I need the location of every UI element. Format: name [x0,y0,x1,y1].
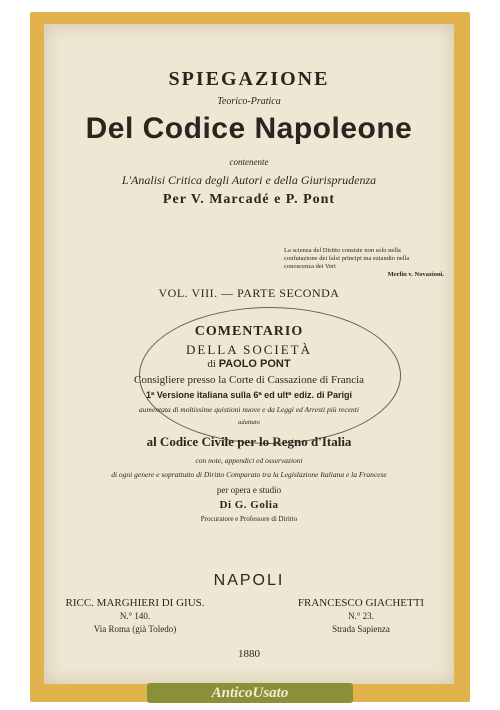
adattato-line: adattato [238,419,260,426]
paolo-pont-name: PAOLO PONT [218,358,291,370]
aumentata-line: aumentata di moltissime quistioni nuove e da Leggi ed Arresti più recenti [139,405,359,414]
watermark-logo: AnticoUsato [147,683,353,703]
volume-line: VOL. VIII. — PARTE SECONDA [158,286,340,300]
publisher-right-number: N.° 23. [348,611,374,621]
commentario-heading: COMENTARIO [194,324,304,339]
publisher-right-name: FRANCESCO GIACHETTI [297,597,425,609]
versione-line: 1ª Versione italiana sulla 6ª ed ultª ediz. di Parigi [145,390,353,400]
codice-civile-line: al Codice Civile per lo Regno d'Italia [146,434,352,449]
epigraph [284,247,444,279]
publisher-left-number: N.° 140. [119,611,151,621]
note-line: con note, appendici ed osservazioni [195,456,303,465]
epigraph-line: confutazione dei falsi principi ma eziandio nella [284,255,410,262]
societa-line: DELLA SOCIETÀ [185,342,313,357]
opera-line: per opera e studio [216,485,282,495]
publisher-right [276,597,446,636]
publisher-left-name: RICC. MARGHIERI DI GIUS. [65,597,205,609]
contenente-line: contenente [229,157,269,167]
consigliere-line: Consigliere presso la Corte di Cassazione di Francia [133,374,365,386]
di-paolo-pont [44,358,454,370]
publication-year: 1880 [238,648,260,660]
title-page [44,24,454,684]
publisher-left-address: Via Roma (già Toledo) [93,624,177,634]
di-word: di [207,358,216,370]
epigraph-attribution: Merlin v. Novazioni. [387,271,444,278]
epigraph-line: La scienza del Diritto consiste non solo nella [284,247,401,254]
publisher-right-address: Strada Sapienza [332,624,390,634]
title-top: SPIEGAZIONE [168,68,330,90]
main-title: Del Codice Napoleone [85,112,413,145]
epigraph-line: conoscenza dei Veri [284,263,336,270]
publisher-left [50,597,220,636]
subtitle-small: Teorico-Pratica [217,96,281,107]
procuratore-line: Procuratore e Professore di Diritto [200,515,298,523]
golia-line: Di G. Golia [219,499,279,511]
generi-line: di ogni genere e soprattutto di Diritto Comparato tra la Legislazione Italiana e la Francese [111,470,387,479]
analisi-line: L'Analisi Critica degli Autori e della Giurisprudenza [121,173,377,187]
authors-line: Per V. Marcadé e P. Pont [162,192,336,207]
city-name: NAPOLI [213,572,285,589]
